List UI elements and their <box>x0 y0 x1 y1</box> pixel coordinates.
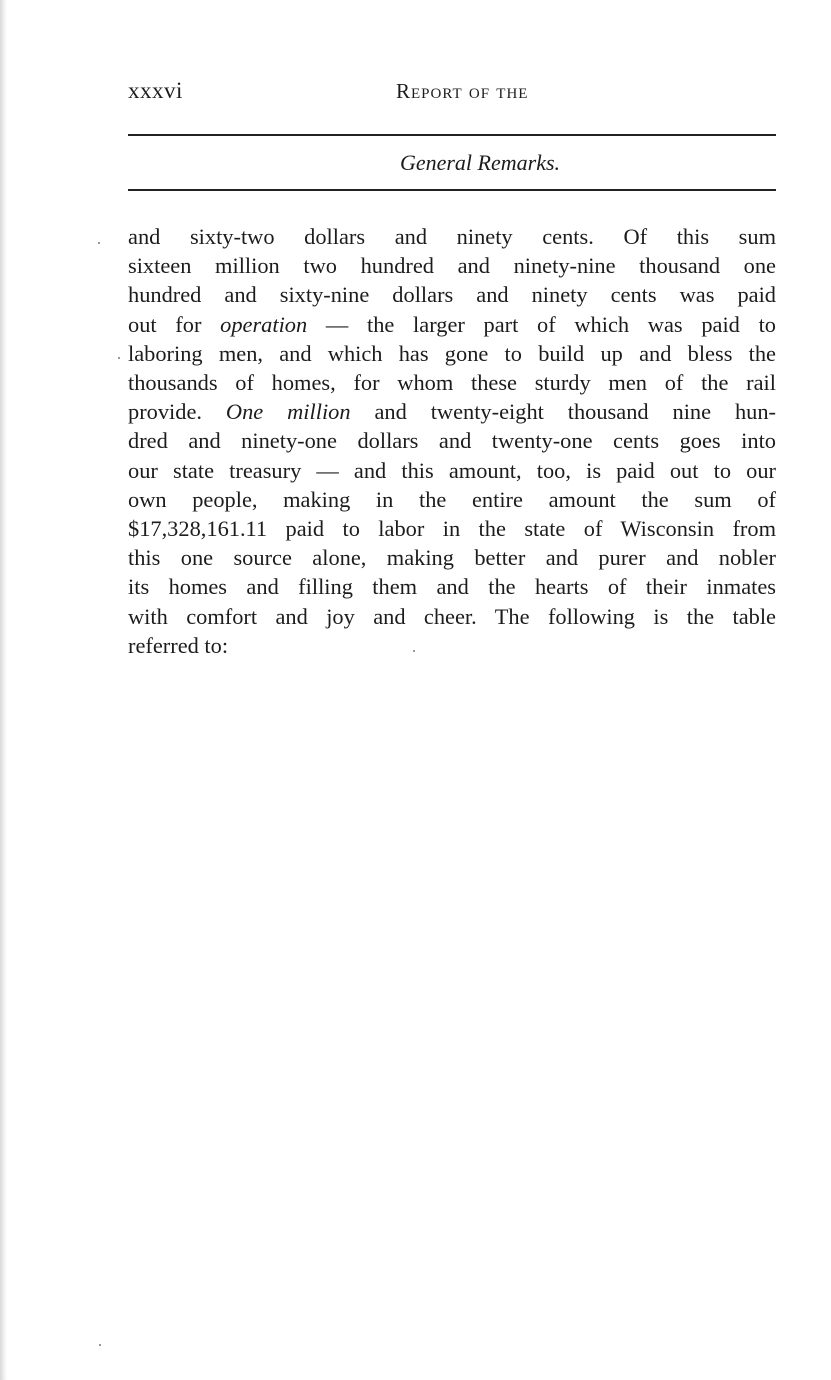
text-line: with comfort and joy and cheer. The following is the table <box>128 603 776 629</box>
page-number: xxxvi <box>128 78 183 103</box>
text-line <box>128 310 776 339</box>
text-line: and sixty-two dollars and ninety cents. Of this sum <box>128 224 776 249</box>
scan-speck <box>98 242 100 244</box>
text-run: — the larger part of which was paid to <box>307 311 776 337</box>
running-head: Report of the <box>396 79 529 103</box>
header-rule-top <box>128 134 776 136</box>
text-line: sixteen million two hundred and ninety-nine thousand one <box>128 253 776 279</box>
page-header <box>128 78 776 108</box>
body-paragraph <box>128 222 776 660</box>
text-run: and twenty-eight thousand nine hun- <box>350 399 776 425</box>
text-run: provide. <box>128 399 226 425</box>
text-line: $17,328,161.11 paid to labor in the state of Wisconsin from <box>128 516 776 542</box>
header-rule-bottom <box>128 189 776 191</box>
text-line <box>128 397 776 426</box>
page-edge-shadow <box>0 0 7 1380</box>
text-run: out for <box>128 311 221 337</box>
scan-speck <box>99 1344 101 1346</box>
scan-speck <box>118 357 120 359</box>
italic-text: operation <box>220 311 308 337</box>
text-line: referred to: <box>128 632 229 658</box>
text-line: own people, making in the entire amount the sum of <box>128 486 776 512</box>
text-line: its homes and filling them and the hearts of their inmates <box>128 574 776 600</box>
text-line: hundred and sixty-nine dollars and ninety cents was paid <box>128 282 776 308</box>
italic-text: One million <box>225 399 351 425</box>
text-line: this one source alone, making better and purer and nobler <box>128 545 776 571</box>
text-line: our state treasury — and this amount, too, is paid out to our <box>128 457 776 483</box>
section-title: General Remarks. <box>399 150 561 175</box>
text-line: thousands of homes, for whom these sturdy men of the rail <box>128 370 776 396</box>
scan-speck <box>413 650 415 652</box>
text-line: dred and ninety-one dollars and twenty-one cents goes into <box>128 428 776 454</box>
text-line: laboring men, and which has gone to build up and bless the <box>128 340 776 366</box>
